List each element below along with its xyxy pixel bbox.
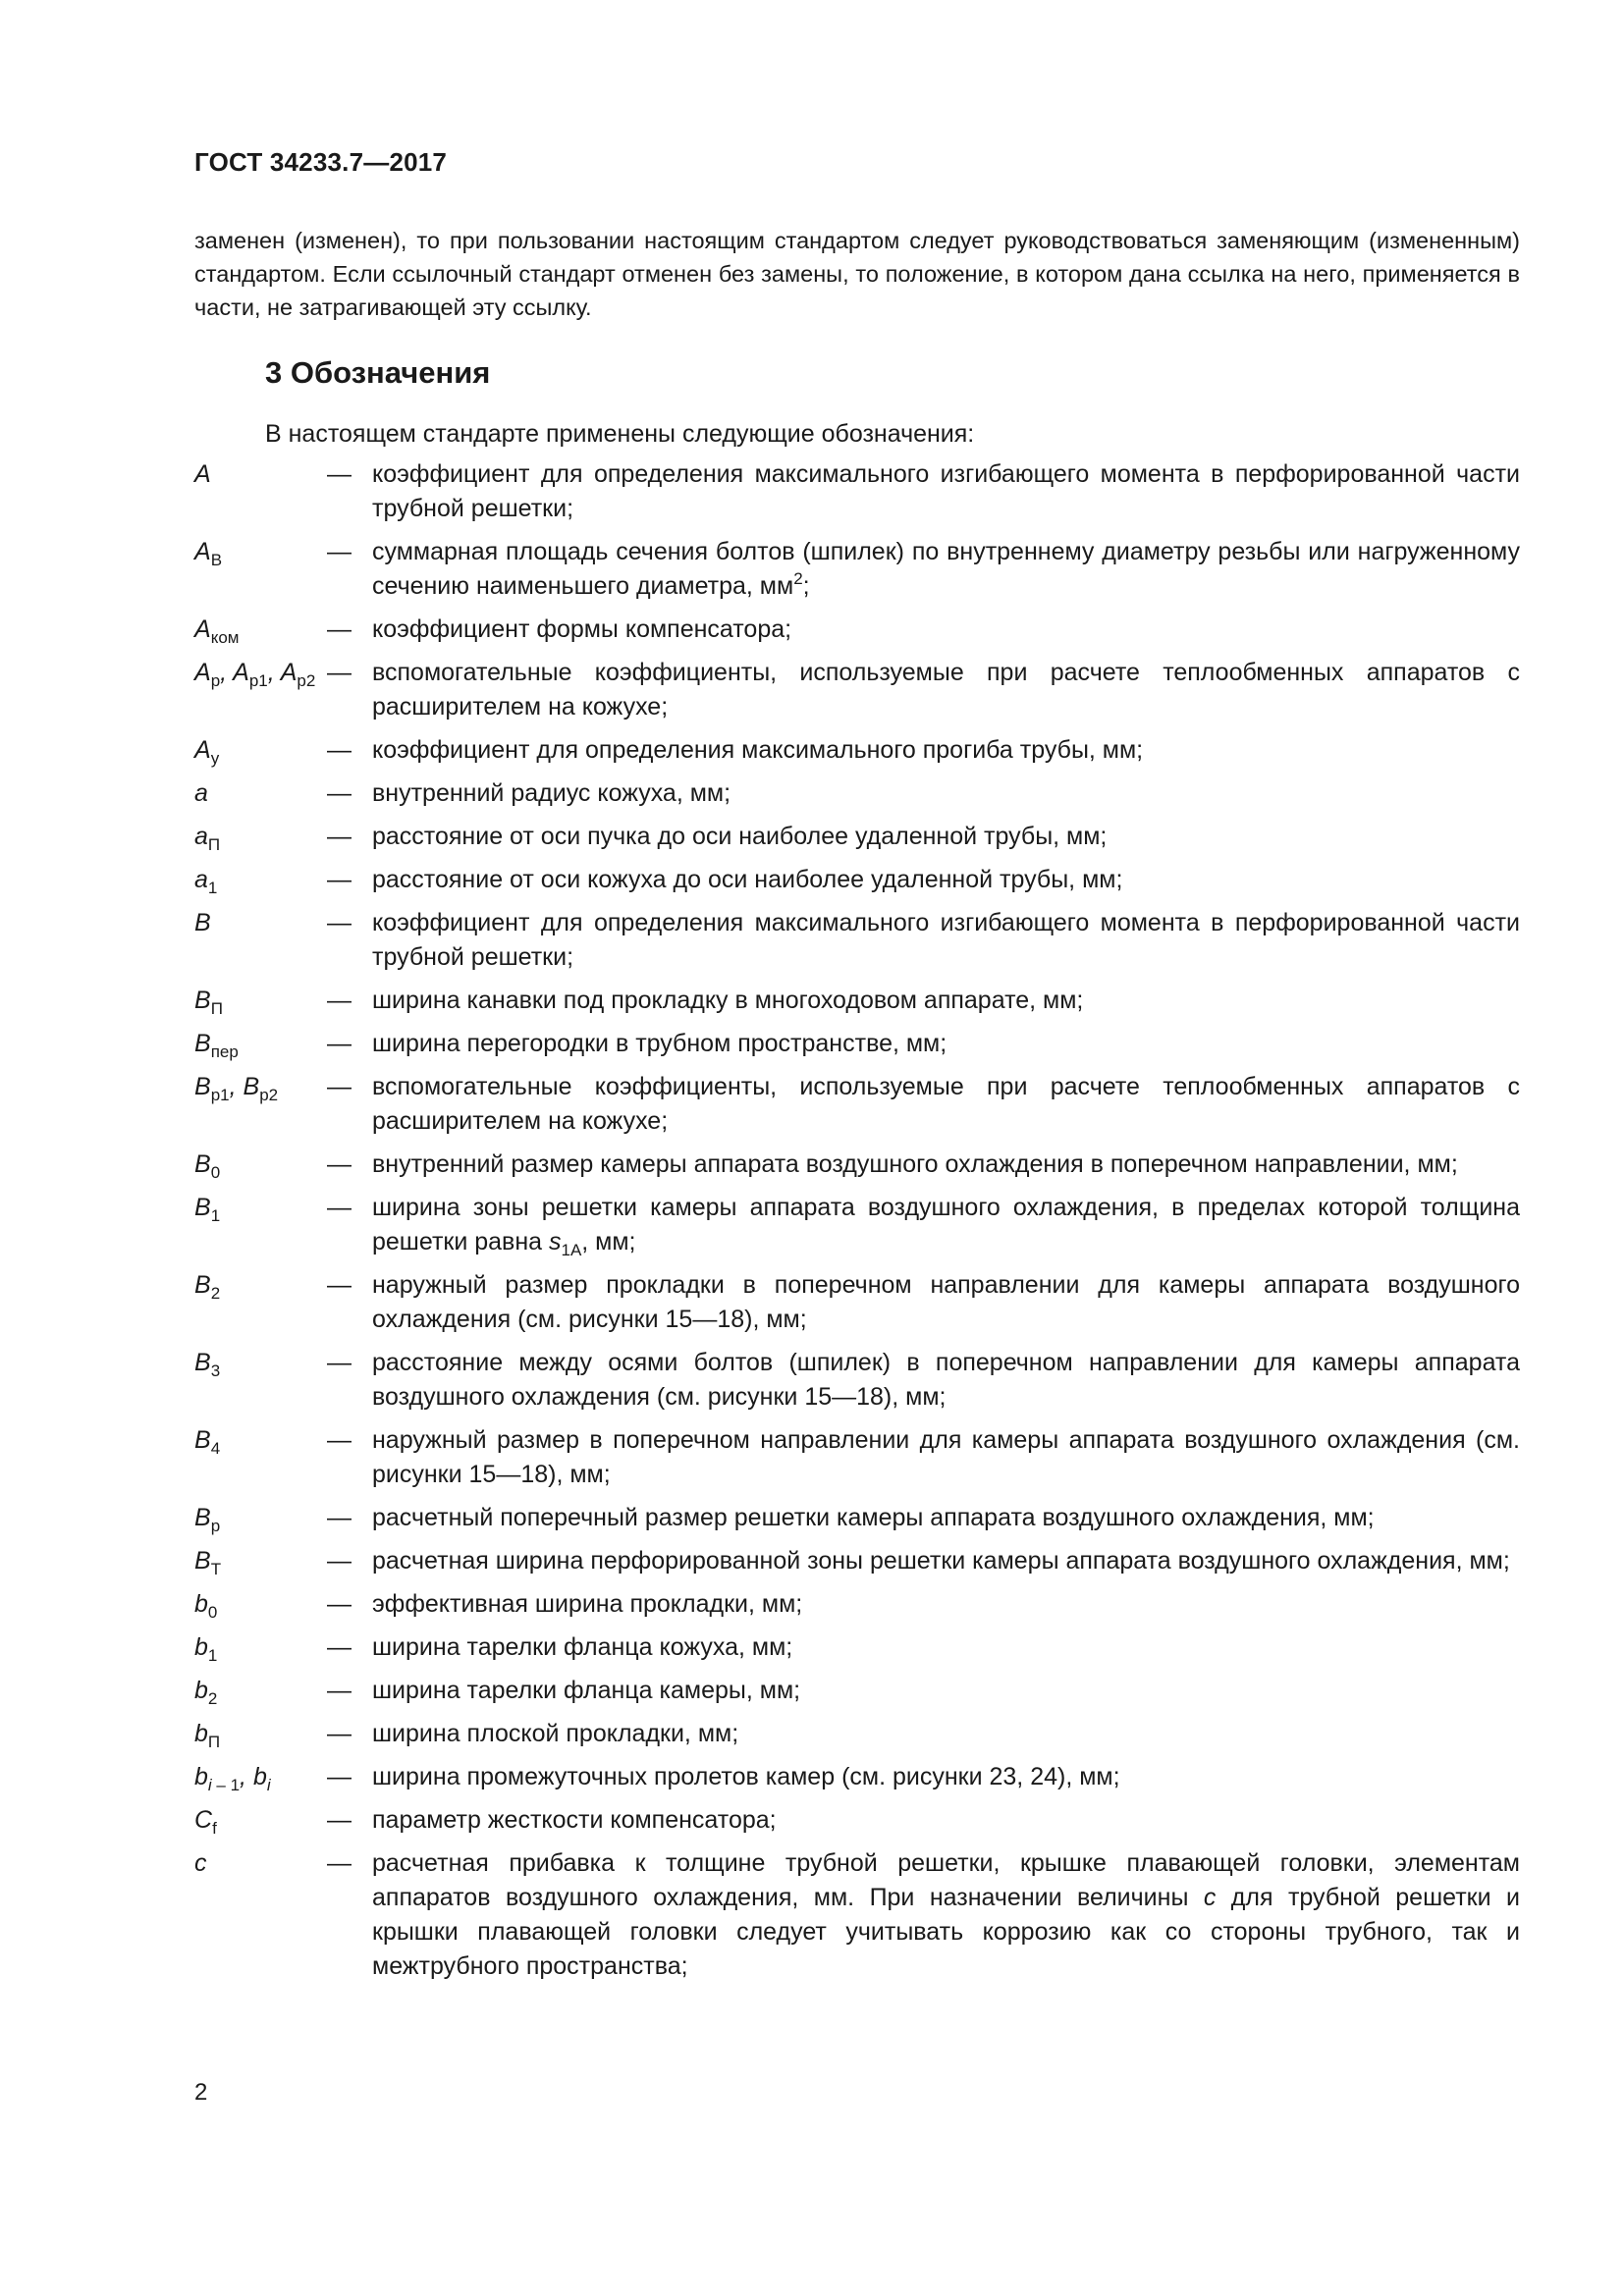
definition-dash: — (327, 987, 352, 1014)
definition-dash: — (327, 1150, 352, 1178)
definition-text (372, 820, 1520, 854)
symbol-subscript: 1 (207, 1646, 218, 1665)
symbol-subscript: 2 (210, 1284, 221, 1303)
symbol-subscript: p1 (248, 671, 268, 690)
symbol-letter: B (194, 1426, 211, 1454)
definition-symbol (194, 1191, 327, 1225)
symbol-letter: B (194, 1030, 211, 1057)
definition-text-symbol: s (548, 1228, 562, 1255)
definition-text (372, 733, 1520, 768)
definition-text (372, 1803, 1520, 1838)
definition-text-tail: ; (802, 572, 810, 600)
definition-text-symbol: c (1203, 1884, 1217, 1911)
symbol-subscript: П (210, 999, 223, 1018)
definition-symbol (194, 1674, 327, 1708)
symbol-subscript: 4 (210, 1439, 221, 1458)
symbol-subscript: 2 (207, 1689, 218, 1708)
definition-row (194, 1760, 1520, 1794)
symbol-subscript-index: i (266, 1776, 271, 1794)
definition-dash: — (327, 1426, 352, 1454)
definition-text-main: коэффициент для определения максимального прогиба трубы, мм; (372, 736, 1144, 764)
definition-row (194, 1587, 1520, 1622)
definition-dash: — (327, 779, 352, 807)
definition-text-main: эффективная ширина прокладки, мм; (372, 1590, 803, 1618)
symbol-subscript-index: i (207, 1776, 212, 1794)
symbol-subscript: 1 (210, 1206, 221, 1225)
definition-symbol (194, 1544, 327, 1578)
document-header: ГОСТ 34233.7—2017 (194, 147, 448, 177)
definition-row (194, 1544, 1520, 1578)
definition-row (194, 613, 1520, 647)
definition-text (372, 1423, 1520, 1492)
definition-text (372, 613, 1520, 647)
definition-symbol (194, 1501, 327, 1535)
symbol-letter: b (194, 1720, 208, 1747)
definition-dash: — (327, 1073, 352, 1100)
symbol-subscript: p1 (210, 1086, 230, 1104)
symbol-letter: C (194, 1806, 213, 1834)
definition-text-main: расстояние от оси кожуха до оси наиболее удаленной трубы, мм; (372, 866, 1123, 893)
definition-text-main: ширина перегородки в трубном пространстве, мм; (372, 1030, 947, 1057)
symbol-letter: b (194, 1590, 208, 1618)
symbol-letter: a (194, 779, 208, 807)
definition-text-tail: для трубной решетки и крышки плавающей головки следует учитывать коррозию как со стороны трубного, так и межтрубного пространства; (372, 1884, 1520, 1980)
symbol-letter: A (194, 538, 211, 565)
symbol-subscript: p (210, 1517, 221, 1535)
definition-text-main: параметр жесткости компенсатора; (372, 1806, 777, 1834)
definition-text (372, 1587, 1520, 1622)
symbol-letter: A (194, 736, 211, 764)
definition-text (372, 1760, 1520, 1794)
definition-dash: — (327, 909, 352, 936)
symbol-letter: A (194, 460, 211, 488)
definition-text-main: суммарная площадь сечения болтов (шпилек) по внутреннему диаметру резьбы или нагруженному сечению наименьшего диаметра, мм (372, 538, 1520, 600)
page-number: 2 (194, 2079, 208, 2106)
definition-dash: — (327, 1763, 352, 1790)
definition-text-superscript: 2 (793, 569, 803, 588)
symbol-letter: a (194, 866, 208, 893)
definition-dash: — (327, 1547, 352, 1575)
definition-text (372, 1630, 1520, 1665)
definition-symbol (194, 535, 327, 569)
definition-symbol (194, 863, 327, 897)
definition-row (194, 1423, 1520, 1492)
definition-text (372, 1346, 1520, 1415)
definition-row (194, 1501, 1520, 1535)
definition-dash: — (327, 1633, 352, 1661)
symbol-letter: B (194, 1504, 211, 1531)
definition-row (194, 776, 1520, 811)
symbol-letter: B (194, 909, 211, 936)
definition-symbol (194, 1423, 327, 1458)
definition-dash: — (327, 538, 352, 565)
definition-text (372, 1268, 1520, 1337)
definition-dash: — (327, 866, 352, 893)
definition-dash: — (327, 1194, 352, 1221)
definition-text-main: внутренний размер камеры аппарата воздушного охлаждения в поперечном направлении, мм; (372, 1150, 1458, 1178)
definition-symbol (194, 776, 327, 811)
definition-text-subscript: 1A (561, 1241, 582, 1259)
definition-text-main: наружный размер прокладки в поперечном направлении для камеры аппарата воздушного охлаждения (см. рисунки 15—18), мм; (372, 1271, 1520, 1333)
definition-dash: — (327, 1677, 352, 1704)
symbol-letter: a (194, 823, 208, 850)
definition-symbol (194, 1587, 327, 1622)
definition-symbol (194, 1630, 327, 1665)
symbol-letter: A (280, 659, 298, 686)
definition-dash: — (327, 1720, 352, 1747)
definition-row (194, 1717, 1520, 1751)
definition-row (194, 535, 1520, 604)
definition-dash: — (327, 460, 352, 488)
definition-text-tail: , мм; (581, 1228, 636, 1255)
definition-row (194, 1148, 1520, 1182)
definition-text-main: ширина тарелки фланца камеры, мм; (372, 1677, 801, 1704)
definition-dash: — (327, 736, 352, 764)
definition-text (372, 1717, 1520, 1751)
definition-text-main: коэффициент для определения максимального изгибающего момента в перфорированной части трубной решетки; (372, 460, 1520, 522)
symbol-letter: B (194, 987, 211, 1014)
definition-symbol (194, 613, 327, 647)
symbol-subscript: y (210, 749, 220, 768)
definition-row (194, 1630, 1520, 1665)
definition-text-main: вспомогательные коэффициенты, используемые при расчете теплообменных аппаратов с расширителем на кожухе; (372, 1073, 1520, 1135)
definition-row (194, 733, 1520, 768)
symbol-letter: A (233, 659, 249, 686)
definition-text (372, 1191, 1520, 1259)
symbol-subscript: 0 (210, 1163, 221, 1182)
symbol-subscript: пер (210, 1042, 239, 1061)
symbol-letter: A (194, 615, 211, 643)
definition-text-main: внутренний радиус кожуха, мм; (372, 779, 731, 807)
symbol-subscript: 0 (207, 1603, 218, 1622)
definition-dash: — (327, 659, 352, 686)
definition-text (372, 984, 1520, 1018)
definition-symbol (194, 733, 327, 768)
definition-text (372, 906, 1520, 975)
definition-dash: — (327, 1504, 352, 1531)
symbol-subscript: П (207, 835, 221, 854)
symbol-subscript: П (207, 1733, 221, 1751)
symbol-subscript: p2 (297, 671, 316, 690)
symbol-subscript: 1 (207, 879, 218, 897)
definition-dash: — (327, 615, 352, 643)
symbol-subscript: p (210, 671, 221, 690)
definition-row (194, 1268, 1520, 1337)
section-title: 3 Обозначения (265, 355, 491, 390)
symbol-subscript: ком (210, 628, 240, 647)
symbol-letter: B (194, 1271, 211, 1299)
definition-text (372, 535, 1520, 604)
definition-text (372, 457, 1520, 526)
symbol-subscript: 3 (210, 1362, 221, 1380)
definition-row (194, 1803, 1520, 1838)
definition-text (372, 1070, 1520, 1139)
definition-text (372, 1501, 1520, 1535)
definition-symbol (194, 984, 327, 1018)
definition-row (194, 1191, 1520, 1259)
definition-text-main: наружный размер в поперечном направлении для камеры аппарата воздушного охлаждения (см. рисунки 15—18), мм; (372, 1426, 1520, 1488)
definition-row (194, 1027, 1520, 1061)
definition-text (372, 1027, 1520, 1061)
symbol-letter: B (194, 1194, 211, 1221)
definition-text (372, 776, 1520, 811)
symbol-letter: B (243, 1073, 260, 1100)
definition-row (194, 906, 1520, 975)
definition-text-main: коэффициент формы компенсатора; (372, 615, 792, 643)
definition-row (194, 457, 1520, 526)
definition-text-main: ширина плоской прокладки, мм; (372, 1720, 739, 1747)
definition-text (372, 1674, 1520, 1708)
symbol-letter: B (194, 1349, 211, 1376)
definition-symbol: $B_{p1}$, $B_{p2}$ (194, 1073, 279, 1104)
definition-row (194, 1846, 1520, 1984)
definition-text-main: ширина канавки под прокладку в многоходовом аппарате, мм; (372, 987, 1084, 1014)
definition-row (194, 820, 1520, 854)
definition-symbol: $A_p$, $A_{p1}$, $A_{p2}$ (194, 659, 316, 690)
definition-row (194, 984, 1520, 1018)
definition-row (194, 863, 1520, 897)
definition-symbol (194, 1268, 327, 1303)
definition-symbol: $b_{i - 1}$, $b_i$ (194, 1763, 271, 1794)
definition-row (194, 1674, 1520, 1708)
definition-text-main: ширина зоны решетки камеры аппарата воздушного охлаждения, в пределах которой толщина решетки равна (372, 1194, 1520, 1255)
definition-symbol (194, 1148, 327, 1182)
definition-text-main: расстояние от оси пучка до оси наиболее удаленной трубы, мм; (372, 823, 1108, 850)
definition-symbol (194, 820, 327, 854)
definition-dash: — (327, 1271, 352, 1299)
symbol-letter: B (194, 1547, 211, 1575)
definition-symbol (194, 457, 327, 492)
definition-dash: — (327, 823, 352, 850)
symbol-subscript (267, 1776, 271, 1794)
symbol-subscript: B (210, 551, 223, 569)
symbol-letter: b (194, 1633, 208, 1661)
definition-text (372, 863, 1520, 897)
symbol-letter: A (194, 659, 211, 686)
definition-text-main: расчетная прибавка к толщине трубной решетки, крышке плавающей головки, элементам аппаратов воздушного охлаждения, мм. При назначении величины (372, 1849, 1520, 1911)
definition-dash: — (327, 1806, 352, 1834)
definition-symbol (194, 1346, 327, 1380)
symbol-letter: B (194, 1073, 211, 1100)
symbol-subscript: p2 (259, 1086, 279, 1104)
definition-row (194, 1070, 1520, 1139)
definition-text (372, 656, 1520, 724)
symbol-letter: c (194, 1849, 207, 1877)
definition-text-main: коэффициент для определения максимального изгибающего момента в перфорированной части трубной решетки; (372, 909, 1520, 971)
definition-dash: — (327, 1590, 352, 1618)
definition-symbol (194, 906, 327, 940)
definition-text-main: ширина промежуточных пролетов камер (см. рисунки 23, 24), мм; (372, 1763, 1120, 1790)
definition-text-main: ширина тарелки фланца кожуха, мм; (372, 1633, 793, 1661)
intro-paragraph: заменен (изменен), то при пользовании настоящим стандартом следует руководствоваться заменяющим (измененным) стандартом. Если ссылочный стандарт отменен без замены, то положение, в котором дана ссылка на него, применяется в части, не затрагивающей эту ссылку. (194, 228, 1520, 320)
symbol-subscript: f (212, 1819, 217, 1838)
symbol-letter: b (194, 1763, 208, 1790)
definition-text (372, 1544, 1520, 1578)
definition-symbol (194, 1803, 327, 1838)
definition-symbol (194, 1846, 327, 1881)
symbol-subscript (208, 1776, 240, 1794)
definition-dash: — (327, 1349, 352, 1376)
definition-symbol (194, 1717, 327, 1751)
definition-dash: — (327, 1849, 352, 1877)
definitions-list (194, 457, 1520, 1993)
symbol-subscript: T (210, 1560, 222, 1578)
symbol-subscript-rest: – 1 (211, 1776, 241, 1794)
definition-symbol (194, 1027, 327, 1061)
definition-text-main: расстояние между осями болтов (шпилек) в поперечном направлении для камеры аппарата воздушного охлаждения (см. рисунки 15—18), мм; (372, 1349, 1520, 1411)
definition-text-main: расчетный поперечный размер решетки камеры аппарата воздушного охлаждения, мм; (372, 1504, 1375, 1531)
definition-text-main: вспомогательные коэффициенты, используемые при расчете теплообменных аппаратов с расширителем на кожухе; (372, 659, 1520, 721)
definition-text (372, 1846, 1520, 1984)
definition-row (194, 656, 1520, 724)
definition-text-main: расчетная ширина перфорированной зоны решетки камеры аппарата воздушного охлаждения, мм; (372, 1547, 1510, 1575)
symbol-letter: b (194, 1677, 208, 1704)
symbol-letter: B (194, 1150, 211, 1178)
definition-text (372, 1148, 1520, 1182)
symbol-letter: b (252, 1763, 267, 1790)
definition-dash: — (327, 1030, 352, 1057)
definition-row (194, 1346, 1520, 1415)
section-lead: В настоящем стандарте применены следующие обозначения: (265, 420, 975, 448)
